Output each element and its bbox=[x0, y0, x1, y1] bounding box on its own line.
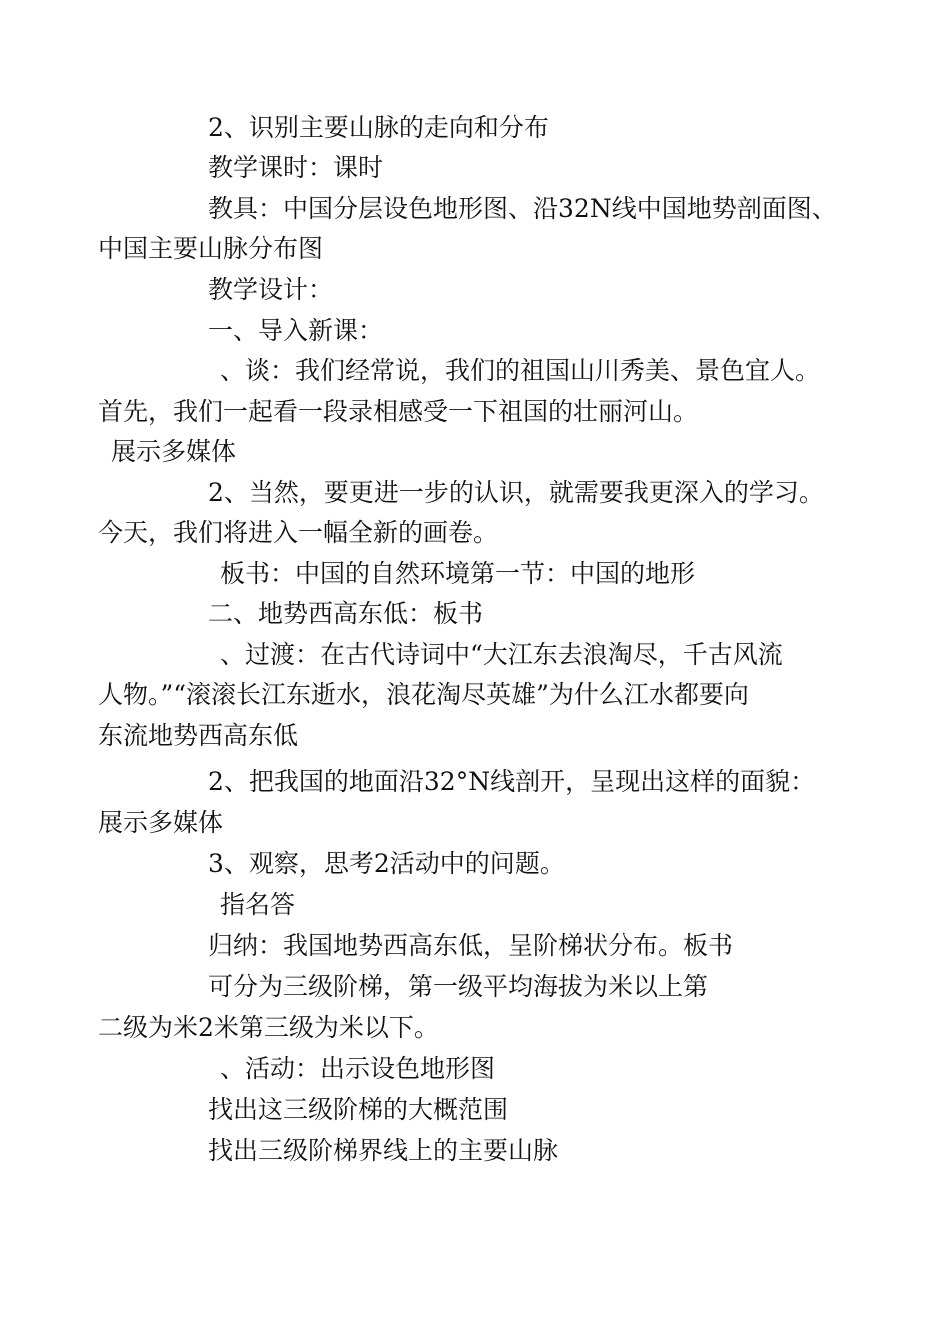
text-line: 展示多媒体 bbox=[111, 437, 237, 466]
text-line: 可分为三级阶梯，第一级平均海拔为米以上第 bbox=[208, 972, 709, 1001]
text-line: 今天，我们将进入一幅全新的画卷。 bbox=[98, 518, 499, 547]
text-line: 东流地势西高东低 bbox=[98, 721, 299, 750]
text-line: 、谈：我们经常说，我们的祖国山川秀美、景色宜人。 bbox=[220, 356, 821, 385]
text-line: 二级为米2米第三级为米以下。 bbox=[98, 1013, 439, 1042]
text-line: 教学设计： bbox=[208, 275, 334, 304]
text-line: 教具：中国分层设色地形图、沿32N线中国地势剖面图、 bbox=[208, 194, 837, 223]
text-line: 二、地势西高东低：板书 bbox=[208, 599, 484, 628]
text-line: 中国主要山脉分布图 bbox=[98, 234, 324, 263]
text-line: 一、导入新课： bbox=[208, 316, 384, 345]
text-line: 找出三级阶梯界线上的主要山脉 bbox=[208, 1136, 559, 1165]
text-line: 指名答 bbox=[220, 890, 296, 919]
text-line: 板书：中国的自然环境第一节：中国的地形 bbox=[220, 559, 696, 588]
text-line: 2、当然，要更进一步的认识，就需要我更深入的学习。 bbox=[208, 478, 824, 507]
text-line: 首先，我们一起看一段录相感受一下祖国的壮丽河山。 bbox=[98, 397, 699, 426]
text-line: 3、观察，思考2活动中的问题。 bbox=[208, 849, 565, 878]
text-line: 教学课时：课时 bbox=[208, 153, 384, 182]
text-line: 展示多媒体 bbox=[98, 808, 224, 837]
text-line: 、活动：出示设色地形图 bbox=[220, 1054, 496, 1083]
text-line: 2、识别主要山脉的走向和分布 bbox=[208, 113, 549, 142]
text-line: 、过渡：在古代诗词中“大江东去浪淘尽，千古风流 bbox=[220, 640, 783, 669]
text-line: 归纳：我国地势西高东低，呈阶梯状分布。板书 bbox=[208, 931, 734, 960]
text-line: 2、把我国的地面沿32°N线剖开，呈现出这样的面貌： bbox=[208, 767, 816, 796]
text-line: 人物。”“滚滚长江东逝水，浪花淘尽英雄”为什么江水都要向 bbox=[98, 680, 749, 709]
text-line: 找出这三级阶梯的大概范围 bbox=[208, 1095, 509, 1124]
